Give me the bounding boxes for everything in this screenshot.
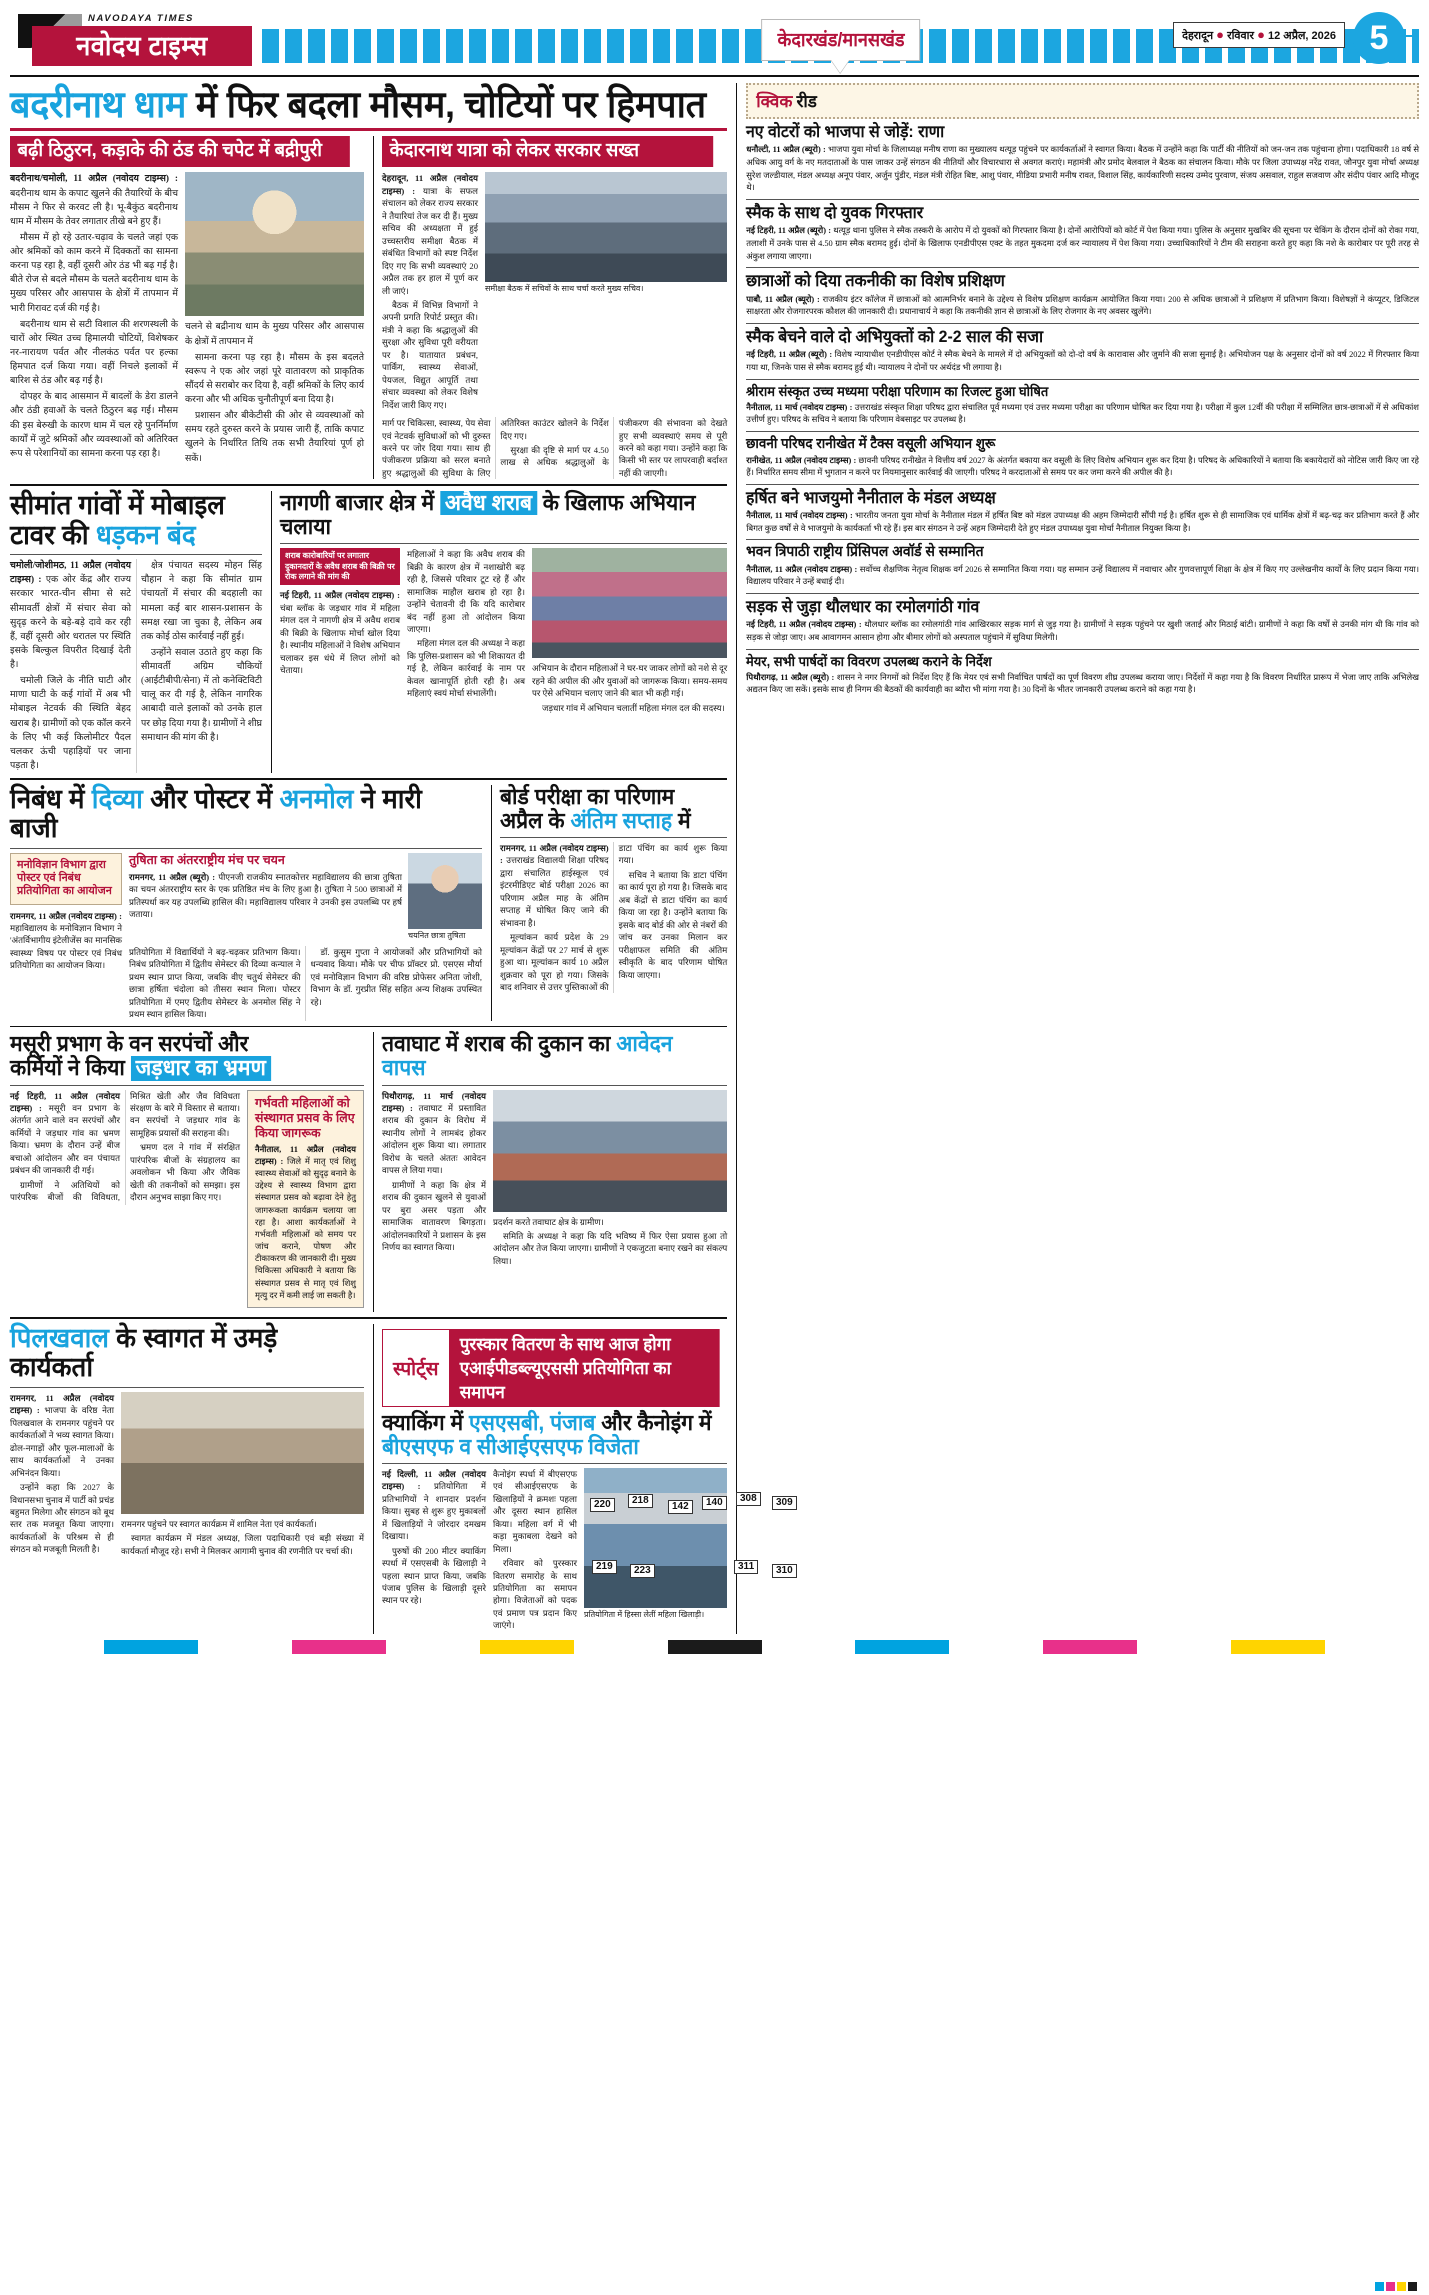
bib-number: 142 (668, 1500, 693, 1515)
story-mobile-tower-headline-1: सीमांत गांवों में मोबाइल (10, 489, 225, 520)
story-masuri-dateline: नई टिहरी, 11 अप्रैल (नवोदय टाइम्स) : (10, 1090, 120, 1114)
cmyk-swatch-yellow (1397, 2282, 1406, 2291)
story-pilkhwal-text-col1: रामनगर, 11 अप्रैल (नवोदय टाइम्स) : भाजपा के वरिष्ठ नेता पिलखवाल के रामनगर पहुंचने पर कार्यकर्ताओं ने भव्य स्वागत किया। ढोल-नगाड़ों और फूल-मालाओं के साथ कार्यकर्ताओं ने उनका अभिनंदन किया। उन्होंने कहा कि 2027 के विधानसभा चुनाव में पार्टी को प्रचंड बहुमत मिलेगा और संगठन को बूथ स्तर तक मजबूत किया जाएगा। कार्यकर्ताओं के परिश्रम से ही संगठन को मजबूती मिलती है। (10, 1392, 114, 1555)
sidebar-quick-read (736, 83, 1419, 1634)
bib-number: 308 (736, 1492, 761, 1507)
dateline-city: देहरादून (1182, 30, 1214, 42)
color-bar (480, 1640, 574, 1654)
color-bar (855, 1640, 949, 1654)
story-nibandh-text-flow: प्रतियोगिता में विद्यार्थियों ने बढ़-चढ़कर प्रतिभाग किया। निबंध प्रतियोगिता में द्वितीय सेमेस्टर की दिव्या कन्याल ने प्रथम स्थान प्राप्त किया, जबकि वीए चतुर्थ सेमेस्टर की छात्रा हर्षिता चंदोला को तीसरा स्थान मिला। पोस्टर प्रतियोगिता में एमए द्वितीय सेमेस्टर के अनमोल सिंह ने प्रथम स्थान हासिल किया। डॉ. कुसुम गुप्ता ने आयोजकों और प्रतिभागियों को धन्यवाद किया। मौके पर चीफ प्रॉक्टर प्रो. एसएस मौर्या एवं मनोविज्ञान विभाग की वरिष्ठ प्रोफेसर अनिता जोशी, विभाग के डॉ. गुरप्रीत सिंह सहित अन्य शिक्षक उपस्थित रहे। (129, 946, 482, 1020)
lead-headline-highlight: बदरीनाथ धाम (10, 84, 187, 125)
story-badrinath-text-col2: चलने से बद्रीनाथ धाम के मुख्य परिसर और आसपास के क्षेत्रों में तापमान में सामना करना पड़ रहा है। मौसम के इस बदलते स्वरूप ने एक ओर जहां पूरे वातावरण को प्राकृतिक सौंदर्य से सराबोर कर दिया है, वहीं श्रमिकों के लिए कार्य करना और भी अधिक चुनौतीपूर्ण बना दिया है। प्रशासन और बीकेटीसी की ओर से व्यवस्थाओं को समय रहते दुरुस्त करने के प्रयास जारी हैं, ताकि कपाट खुलने के निर्धारित तिथि तक सभी तैयारियां पूर्ण हो सकें। (185, 322, 364, 464)
story-masuri-headline-2: कर्मियों ने किया जड़धार का भ्रमण (10, 1056, 350, 1080)
story-mahila-box-text: नैनीताल, 11 अप्रैल (नवोदय टाइम्स) : जिले में मातृ एवं शिशु स्वास्थ्य सेवाओं को सुदृढ़ बनाने के उद्देश्य से स्वास्थ्य विभाग द्वारा संस्थागत प्रसव को बढ़ावा देने हेतु जागरूकता कार्यक्रम चलाया जा रहा है। आशा कार्यकर्ताओं ने गर्भवती महिलाओं को समय पर जांच कराने, पोषण और टीकाकरण की जानकारी दी। मुख्य चिकित्सा अधिकारी ने बताया कि संस्थागत प्रसव से मातृ एवं शिशु मृत्यु दर में कमी लाई जा सकती है। (255, 1144, 357, 1300)
cmyk-swatch-black (1408, 2282, 1417, 2291)
page-number-dot-icon (1413, 33, 1419, 39)
story-nibandh-rule (10, 848, 482, 849)
story-sports-headline: क्याकिंग में एसएसबी, पंजाब और कैनोइंग में बीएसएफ व सीआईएसएफ विजेता (382, 1409, 712, 1459)
story-tavaghat (373, 1032, 727, 1312)
color-bar (574, 1640, 668, 1654)
story-tavaghat-dateline: पिथौरागढ़, 11 मार्च (नवोदय टाइम्स) : (382, 1090, 486, 1114)
sidebar-item-body: नई टिहरी, 11 अप्रैल (ब्यूरो) : थत्यूड़ थाना पुलिस ने स्मैक तस्करी के आरोप में दो युवकों को गिरफ्तार किया है। दोनों आरोपियों को कोर्ट में पेश किया गया। पुलिस के अनुसार मुखबिर की सूचना पर चेकिंग के दौरान दोनों को रोका गया, तलाशी में उनके पास से 4.50 ग्राम स्मैक बरामद हुई। दोनों के खिलाफ एनडीपीएस एक्ट के तहत मुकदमा दर्ज कर न्यायालय में पेश किया गया। उच्चाधिकारियों ने टीम की सराहना करते हुए कहा कि नशे के कारोबार पर पूरी तरह से अंकुश लगाया जाएगा। (746, 226, 1419, 261)
sidebar-item-title[interactable]: मेयर, सभी पार्षदों का विवरण उपलब्ध कराने के निर्देश (746, 653, 992, 669)
sidebar-item-dateline: नई टिहरी, 11 अप्रैल (ब्यूरो) : (746, 226, 832, 236)
sidebar-divider (746, 323, 1419, 324)
story-mahila-box (247, 1090, 364, 1308)
story-tushita-dateline: रामनगर, 11 अप्रैल (ब्यूरो) : (129, 871, 216, 882)
masthead-logo[interactable] (10, 10, 262, 68)
sidebar-divider (746, 199, 1419, 200)
sports-band (382, 1329, 727, 1407)
bib-number: 218 (628, 1494, 653, 1509)
story-sharab-photo (532, 548, 727, 658)
section-rule-1 (10, 484, 727, 486)
story-sharab-text-col2: महिलाओं ने कहा कि अवैध शराब की बिक्री के कारण क्षेत्र में नशाखोरी बढ़ रही है, जिससे परिवार टूट रहे हैं और सामाजिक माहौल खराब हो रहा है। उन्होंने चेतावनी दी कि यदि कारोबार बंद नहीं हुआ तो आंदोलन किया जाएगा। महिला मंगल दल की अध्यक्ष ने कहा कि पुलिस-प्रशासन को भी शिकायत दी गई है, लेकिन कार्रवाई के नाम पर केवल खानापूर्ति होती रही है। अब महिलाएं स्वयं मोर्चा संभालेंगी। (407, 549, 525, 699)
story-badrinath (10, 136, 364, 479)
story-sharab-dateline: नई टिहरी, 11 अप्रैल (नवोदय टाइम्स) : (280, 590, 400, 601)
logo-english-name: NAVODAYA TIMES (88, 13, 194, 24)
quick-read-header (746, 83, 1419, 119)
section-rule-4 (10, 1317, 727, 1319)
story-sports-caption: प्रतियोगिता में हिस्सा लेतीं महिला खिलाड़ी। (584, 1609, 705, 1619)
color-bar (1325, 1640, 1419, 1654)
story-kedarnath-text-col1: देहरादून, 11 अप्रैल (नवोदय टाइम्स) : यात्रा के सफल संचालन को लेकर राज्य सरकार ने तैयारियां तेज कर दी हैं। मुख्य सचिव की अध्यक्षता में हुई उच्चस्तरीय समीक्षा बैठक में संबंधित विभागों को स्पष्ट निर्देश दिए गए कि सभी व्यवस्थाएं 20 अप्रैल तक हर हाल में पूर्ण कर ली जाएं। बैठक में विभिन्न विभागों ने अपनी प्रगति रिपोर्ट प्रस्तुत की। मंत्री ने कहा कि श्रद्धालुओं की सुरक्षा और सुविधा पूरी वरीयता पर है। यातायात प्रबंधन, पार्किंग, स्वास्थ्य सेवाओं, पेयजल, विद्युत आपूर्ति तथा संचार व्यवस्था को लेकर विशेष निर्देश जारी किए गए। (382, 173, 478, 410)
color-bar (949, 1640, 1043, 1654)
story-tavaghat-headline: तवाघाट में शराब की दुकान का आवेदन वापस (382, 1031, 673, 1081)
story-pilkhwal-dateline: रामनगर, 11 अप्रैल (नवोदय टाइम्स) : (10, 1392, 114, 1416)
sidebar-item-body: नई टिहरी, 11 अप्रैल (नवोदय टाइम्स) : थौलधार ब्लॉक का रमोलगांठी गांव आखिरकार सड़क मार्ग से जुड़ गया है। ग्रामीणों ने सड़क पहुंचने पर खुशी जताई और मिठाई बांटी। ग्रामीणों ने कहा कि वर्षों से उनकी मांग थी कि गांव को सड़क से जोड़ा जाए। अब आवागमन आसान होगा और बीमार लोगों को अस्पताल पहुंचाने में सुविधा मिलेगी। (746, 620, 1419, 643)
color-bar (1231, 1640, 1325, 1654)
color-bar (1137, 1640, 1231, 1654)
sidebar-item-body: धनौल्टी, 11 अप्रैल (ब्यूरो) : भाजपा युवा मोर्चा के जिलाध्यक्ष मनीष राणा का मुख्यालय थत्यूड़ पहुंचने पर कार्यकर्ताओं ने स्वागत किया। बैठक में उन्होंने कहा कि पार्टी की नीतियों को जन-जन तक पहुंचाना होगा। पदाधिकारी 18 वर्ष से अधिक आयु वर्ग के नए मतदाताओं के पास जाकर उन्हें संगठन की नीतियों और विचारधारा से अवगत कराएं। महामंत्री और प्रमोद बेलवाल ने बैठक का संचालन किया। मौके पर जिला उपाध्यक्ष नरेंद्र रावत, जौनपुर युवा मोर्चा अध्यक्ष सुरेश जल्डीयाल, मंडल अध्यक्ष अनूप पंवार, अर्जुन पुंडीर, मंडल मंत्री रोहित बिष्ट, आशु पंवार, मीडिया प्रभारी मनीष रावत, विशाल सिंह, कार्यकारिणी सदस्य उम्मेद पुरवाण, संजय असवाल, राहुल सजवाण और संदीप पंवार आदि मौजूद थे। (746, 145, 1420, 193)
story-kedarnath-dateline: देहरादून, 11 अप्रैल (नवोदय टाइम्स) : (382, 173, 478, 196)
story-nibandh-text-col1: रामनगर, 11 अप्रैल (नवोदय टाइम्स) : महाविद्यालय के मनोविज्ञान विभाग ने 'अंतर्विभागीय इंटेलीजेंस का मानसिक स्वास्थ्य' विषय पर पोस्टर एवं निबंध प्रतियोगिता का आयोजन किया। (10, 910, 122, 971)
sidebar-divider (746, 379, 1419, 380)
edition-tag (761, 19, 921, 61)
color-bar (1043, 1640, 1137, 1654)
story-pilkhwal-highlight: पिलखवाल (10, 1322, 109, 1353)
sports-band-text: पुरस्कार वितरण के साथ आज होगा एआईपीडब्ल्यूएससी प्रतियोगिता का समापन (450, 1329, 719, 1407)
story-pilkhwal-rule (10, 1387, 364, 1388)
sidebar-item-title[interactable]: हर्षित बने भाजयुमो नैनीताल के मंडल अध्यक्ष (746, 488, 996, 507)
story-pilkhwal-text-col2: रामनगर पहुंचने पर स्वागत कार्यक्रम में शामिल नेता एवं कार्यकर्ता। स्वागत कार्यक्रम में मंडल अध्यक्ष, जिला पदाधिकारी एवं बड़ी संख्या में कार्यकर्ता मौजूद रहे। सभी ने मिलकर आगामी चुनाव की रणनीति पर चर्चा की। (121, 1518, 364, 1556)
dateline-date: 12 अप्रैल, 2026 (1268, 30, 1336, 42)
sidebar-item-dateline: नई टिहरी, 11 अप्रैल (नवोदय टाइम्स) : (746, 620, 862, 630)
sidebar-divider (746, 484, 1419, 485)
story-sports-text-col2: कैनोइंग स्पर्धा में बीएसएफ एवं सीआईएसएफ के खिलाड़ियों ने क्रमशः पहला और दूसरा स्थान हासिल किया। महिला वर्ग में भी कड़ा मुकाबला देखने को मिला। रविवार को पुरस्कार वितरण समारोह के साथ प्रतियोगिता का समापन होगा। विजेताओं को पदक एवं प्रमाण पत्र प्रदान किए जाएंगे। (493, 1468, 577, 1631)
story-masuri-highlight: जड़धार का भ्रमण (131, 1056, 271, 1080)
story-board-exam-highlight: अंतिम सप्ताह (570, 807, 673, 833)
story-kedarnath-caption: समीक्षा बैठक में सचिवों के साथ चर्चा करते मुख्य सचिव। (485, 284, 644, 294)
story-tushita-photo (408, 853, 482, 929)
sidebar-item-dateline: नैनीताल, 11 मार्च (नवोदय टाइम्स) : (746, 402, 853, 412)
story-pilkhwal (10, 1324, 364, 1634)
bib-number: 219 (592, 1560, 617, 1575)
story-tavaghat-rule (382, 1085, 727, 1086)
bib-number: 309 (772, 1496, 797, 1511)
lead-headline-rest: में फिर बदला मौसम, चोटियों पर हिमपात (195, 84, 706, 125)
story-tavaghat-highlight: आवेदन वापस (382, 1031, 673, 1081)
color-bar (386, 1640, 480, 1654)
story-pilkhwal-photo (121, 1392, 364, 1514)
quick-read-label: रीड (796, 92, 817, 111)
sidebar-item-title[interactable]: सड़क से जुड़ा थौलधार का रमोलगांठी गांव (746, 597, 980, 616)
story-masuri-headline-1: मसूरी प्रभाग के वन सरपंचों और (10, 1031, 249, 1057)
story-tushita-headline: तुषिता का अंतरराष्ट्रीय मंच पर चयन (129, 852, 285, 867)
story-mobile-tower-rule (10, 554, 262, 555)
edition-tag-label: केदारखंड/मानसखंड (776, 30, 905, 51)
story-masuri-rule (10, 1085, 364, 1086)
page-body (10, 83, 1419, 1634)
page-number-badge: 5 (1353, 12, 1405, 64)
story-nibandh-sidebar-title: मनोविज्ञान विभाग द्वारा पोस्टर एवं निबंध प्रतियोगिता का आयोजन (17, 858, 112, 898)
sidebar-item-dateline: नैनीताल, 11 मार्च (नवोदय टाइम्स) : (746, 511, 853, 521)
sidebar-item-body: नैनीताल, 11 मार्च (नवोदय टाइम्स) : उत्तराखंड संस्कृत शिक्षा परिषद द्वारा संचालित पूर्व मध्यमा एवं उत्तर मध्यमा परीक्षा का परिणाम घोषित कर दिया गया है। परीक्षा में कुल 12वीं की परीक्षा में सम्मिलित छात्र-छात्राओं में से अधिकांश उत्तीर्ण हुए। परिषद के सचिव ने बताया कि परिणाम वेबसाइट पर उपलब्ध है। (746, 402, 1419, 425)
sidebar-item-title[interactable]: छावनी परिषद रानीखेत में टैक्स वसूली अभियान शुरू (746, 434, 996, 451)
story-nibandh-dateline: रामनगर, 11 अप्रैल (नवोदय टाइम्स) : (10, 910, 122, 921)
story-mobile-tower-text: चमोली/जोशीमठ, 11 अप्रैल (नवोदय टाइम्स) : एक ओर केंद्र और राज्य सरकार भारत-चीन सीमा से सटे सीमावर्ती क्षेत्रों में संचार सेवा को सुदृढ़ करने के बड़े-बड़े दावे कर रही हैं, वहीं दूसरी ओर धरातल पर स्थिति इसके बिल्कुल विपरीत दिखाई देती है। चमोली जिले के नीति घाटी और माणा घाटी के कई गांवों में अब भी मोबाइल नेटवर्क की स्थिति बेहद खराब है। ग्रामीणों को एक कॉल करने के लिए भी कई किलोमीटर पैदल चलकर ऊंची पहाड़ियों पर जाना पड़ता है। क्षेत्र पंचायत सदस्य मोहन सिंह चौहान ने कहा कि सीमांत ग्राम पंचायतों में संचार की बदहाली का मामला कई बार शासन-प्रशासन के समक्ष रखा जा चुका है, लेकिन अब तक कोई ठोस कार्रवाई नहीं हुई। उन्होंने सवाल उठाते हुए कहा कि सीमावर्ती अग्रिम चौकियों (आईटीबीपी/सेना) में तो कनेक्टिविटी चालू कर दी गई है, लेकिन नागरिक आबादी वाले इलाकों को उनके हाल पर छोड़ दिया गया है। ग्रामीणों ने शीघ्र समाधान की मांग की है। (10, 561, 262, 771)
masthead-rule (10, 75, 1419, 77)
story-sharab-headline: नागणी बाजार क्षेत्र में अवैध शराब के खिलाफ अभियान चलाया (280, 489, 696, 540)
sidebar-item-dateline: नई टिहरी, 11 अप्रैल (ब्यूरो) : (746, 350, 833, 360)
story-sharab-rule (280, 543, 727, 544)
color-bar (104, 1640, 198, 1654)
story-tavaghat-text-col1: पिथौरागढ़, 11 मार्च (नवोदय टाइम्स) : तवाघाट में प्रस्तावित शराब की दुकान के विरोध में स्थानीय लोगों ने लामबंद होकर आंदोलन शुरू किया था। लगातार विरोध के चलते अंततः आवेदन वापस ले लिया गया। ग्रामीणों ने कहा कि क्षेत्र में शराब की दुकान खुलने से युवाओं पर बुरा असर पड़ता और सामाजिक वातावरण बिगड़ता। आंदोलनकारियों ने प्रशासन के इस निर्णय का स्वागत किया। (382, 1090, 486, 1253)
color-bar (668, 1640, 762, 1654)
story-nibandh-highlight-2: अनमोल (279, 783, 354, 814)
quick-read-label-highlight: क्विक (756, 92, 793, 111)
story-nibandh-headline: निबंध में दिव्या और पोस्टर में अनमोल ने मारी बाजी (10, 783, 422, 844)
sidebar-item-body: रानीखेत, 11 अप्रैल (नवोदय टाइम्स) : छावनी परिषद रानीखेत ने वित्तीय वर्ष 2027 के अंतर्गत बकाया कर वसूली के लिए विशेष अभियान शुरू कर दिया है। परिषद के अधिकारियों ने बताया कि बकायेदारों को नोटिस जारी किए जा रहे हैं। निर्धारित समय सीमा में भुगतान न करने पर नियमानुसार कार्रवाई की जाएगी। परिषद ने करदाताओं से समय पर कर जमा करने की अपील की है। (746, 455, 1420, 478)
story-mahila-box-dateline: नैनीताल, 11 अप्रैल (नवोदय टाइम्स) : (255, 1144, 356, 1166)
sidebar-item-title[interactable]: नए वोटरों को भाजपा से जोड़ें: राणा (746, 123, 945, 141)
story-kedarnath-photo (485, 172, 727, 282)
sidebar-item-title[interactable]: स्मैक बेचने वाले दो अभियुक्तों को 2-2 साल की सजा (746, 327, 1044, 346)
story-mahila-box-title: गर्भवती महिलाओं को संस्थागत प्रसव के लिए किया जागरूक (255, 1095, 355, 1140)
sidebar-item-body: नई टिहरी, 11 अप्रैल (ब्यूरो) : विशेष न्यायाधीश एनडीपीएस कोर्ट ने स्मैक बेचने के मामले में दो अभियुक्तों को दो-दो वर्ष के कारावास और जुर्माने की सजा सुनाई है। अभियोजन पक्ष के अनुसार दोनों को वर्ष 2022 में गिरफ्तार किया गया था, जिनके पास से स्मैक बरामद हुई थी। न्यायालय ने दोनों पर अर्थदंड भी लगाया है। (746, 350, 1419, 372)
sidebar-divider (746, 267, 1419, 268)
story-badrinath-dateline: बदरीनाथ/चमोली, 11 अप्रैल (नवोदय टाइम्स) : (10, 174, 178, 185)
story-tushita-text: रामनगर, 11 अप्रैल (ब्यूरो) : पीएनजी राजकीय स्नातकोत्तर महाविद्यालय की छात्रा तुषिता का चयन अंतरराष्ट्रीय स्तर के एक प्रतिष्ठित मंच के लिए हुआ है। तुषिता ने 500 छात्राओं में प्रतिस्पर्धा कर यह उपलब्धि हासिल की। महाविद्यालय परिवार ने उनकी इस उपलब्धि पर हर्ष जताया। (129, 871, 402, 920)
story-masuri-text: नई टिहरी, 11 अप्रैल (नवोदय टाइम्स) : मसूरी वन प्रभाग के अंतर्गत आने वाले वन सरपंचों और कर्मियों ने जड़धार गांव का भ्रमण किया। भ्रमण के दौरान उन्हें बीज बचाओ आंदोलन और वन पंचायत प्रबंधन की जानकारी दी गई। ग्रामीणों ने अतिथियों को पारंपरिक बीजों की विविधता, मिश्रित खेती और जैव विविधता संरक्षण के बारे में विस्तार से बताया। वन सरपंचों ने जड़धार गांव के सामूहिक प्रयासों की सराहना की। भ्रमण दल ने गांव में संरक्षित पारंपरिक बीजों के संग्रहालय का अवलोकन भी किया और जैविक खेती की तकनीकों को समझा। इस दौरान अनुभव साझा किए गए। (10, 1090, 240, 1203)
sidebar-item-body: पिथौरागढ़, 11 अप्रैल (ब्यूरो) : शासन ने नगर निगमों को निर्देश दिए हैं कि मेयर एवं सभी निर्वाचित पार्षदों का पूर्ण विवरण शीघ्र उपलब्ध कराया जाए। निर्देशों में कहा गया है कि विवरण निर्धारित प्रारूप में भेजा जाए ताकि अभिलेख अद्यतन किए जा सकें। इसके साथ ही निगम की बैठकों की कार्यवाही का ब्यौरा भी मांगा गया है। 30 दिनों के भीतर जानकारी उपलब्ध कराने को कहा गया है। (746, 672, 1419, 695)
story-sharab-text-col1: नई टिहरी, 11 अप्रैल (नवोदय टाइम्स) : चंबा ब्लॉक के जड़धार गांव में महिला मंगल दल ने नागणी क्षेत्र में अवैध शराब की बिक्री के खिलाफ मोर्चा खोल दिया है। स्थानीय महिलाओं ने विशेष अभियान चलाकर इस धंधे में लिप्त लोगों को चेताया। (280, 590, 400, 676)
color-bar (292, 1640, 386, 1654)
color-bar (762, 1640, 856, 1654)
section-rule-2 (10, 778, 727, 780)
story-badrinath-headline: बढ़ी ठिठुरन, कड़ाके की ठंड की चपेट में बद्रीपुरी (10, 136, 350, 167)
bib-number: 220 (590, 1498, 615, 1513)
bib-number: 223 (630, 1564, 655, 1579)
story-board-exam-text: रामनगर, 11 अप्रैल (नवोदय टाइम्स) : उत्तराखंड विद्यालयी शिक्षा परिषद द्वारा संचालित हाईस्कूल एवं इंटरमीडिएट बोर्ड परीक्षा 2026 का परिणाम अप्रैल माह के अंतिम सप्ताह में घोषित किए जाने की संभावना है। मूल्यांकन कार्य प्रदेश के 29 मूल्यांकन केंद्रों पर 27 मार्च से शुरू हुआ था। मूल्यांकन कार्य 10 अप्रैल शुक्रवार को पूरा हो गया। जिसके बाद शनिवार से उत्तर पुस्तिकाओं की डाटा पंचिंग का कार्य शुरू किया गया। सचिव ने बताया कि डाटा पंचिंग का कार्य पूरा हो गया है। जिसके बाद अब केंद्रों से डाटा पंचिंग का कार्य किया जा रहा है। उन्होंने बताया कि इसके बाद बोर्ड की ओर से नंबरों की जांच कर उनका मिलान कर परीक्षाफल समिति की अंतिम स्वीकृति के बाद परिणाम घोषित किया जाएगा। (500, 842, 728, 992)
story-mobile-tower (10, 491, 262, 773)
story-board-exam-headline-1: बोर्ड परीक्षा का परिणाम (500, 783, 675, 809)
story-mobile-tower-headline-2: टावर की धड़कन बंद (10, 519, 196, 550)
bib-number: 311 (734, 1560, 758, 1575)
sidebar-divider (746, 593, 1419, 594)
bullet-icon: ● (1216, 27, 1225, 42)
story-sharab-headline-highlight: अवैध शराब (440, 491, 537, 515)
sidebar-item-dateline: पाबौ, 11 अप्रैल (ब्यूरो) : (746, 294, 820, 304)
story-sports-photo (584, 1468, 793, 1608)
sidebar-item-body: नैनीताल, 11 मार्च (नवोदय टाइम्स) : भारतीय जनता युवा मोर्चा के नैनीताल मंडल में हर्षित बिष्ट को मंडल उपाध्यक्ष की अहम जिम्मेदारी सौंपी गई है। हर्षित शुरू से ही सामाजिक एवं धार्मिक क्षेत्रों में बढ़-चढ़ कर प्रतिभाग करते हैं और बिगत कुछ वर्षों से वे भाजयुमो के कार्यकर्ता भी रहे हैं। इस बार संगठन ने उन्हें अहम जिम्मेदारी देते हुए मंडल उपाध्यक्ष युवा मोर्चा नैनीताल नियुक्त किया है। (746, 511, 1420, 533)
sidebar-item-dateline: नैनीताल, 11 अप्रैल (नवोदय टाइम्स) : (746, 564, 858, 574)
logo-hindi-name: नवोदय टाइम्स (76, 30, 208, 61)
sports-section (373, 1324, 793, 1634)
bullet-icon: ● (1257, 27, 1265, 42)
story-sports-highlight-1: एसएसबी, पंजाब (468, 1409, 596, 1435)
bib-number: 140 (702, 1496, 727, 1511)
section-rule-3 (10, 1026, 727, 1028)
cmyk-registration-marks (1375, 2282, 1417, 2291)
sidebar-item-dateline: रानीखेत, 11 अप्रैल (नवोदय टाइम्स) : (746, 455, 857, 465)
story-nibandh (10, 785, 482, 1021)
lead-headline (10, 85, 706, 124)
story-board-exam-rule (500, 837, 727, 838)
sidebar-item-dateline: धनौल्टी, 11 अप्रैल (ब्यूरो) : (746, 145, 826, 155)
story-tushita-caption: चयनित छात्रा तुषिता (408, 930, 466, 940)
story-tavaghat-text-col2: प्रदर्शन करते तवाघाट क्षेत्र के ग्रामीण। समिति के अध्यक्ष ने कहा कि यदि भविष्य में फिर ऐसा प्रयास हुआ तो आंदोलन और तेज किया जाएगा। ग्रामीणों ने एकजुटता बनाए रखने का संकल्प लिया। (493, 1216, 728, 1266)
sidebar-divider (746, 431, 1419, 432)
sports-bib-overlay (584, 1468, 793, 1608)
sidebar-item-body: नैनीताल, 11 अप्रैल (नवोदय टाइम्स) : सर्वोच्च शैक्षणिक नेतृत्व शिक्षक वर्ग 2026 से सम्मानित किया गया। यह सम्मान उन्हें विद्यालय में नवाचार और गुणवत्तापूर्ण शिक्षा के क्षेत्र में किए गए उल्लेखनीय कार्यों के लिए प्रदान किया गया। विद्यालय परिवार ने उन्हें बधाई दी। (746, 564, 1420, 587)
story-board-exam-dateline: रामनगर, 11 अप्रैल (नवोदय टाइम्स) : (500, 842, 609, 866)
color-bar (198, 1640, 292, 1654)
story-mobile-tower-headline-highlight: धड़कन बंद (95, 519, 196, 550)
story-board-exam-headline-2: अप्रैल के अंतिम सप्ताह में (500, 807, 691, 833)
lead-rule (10, 128, 727, 131)
sidebar-item-body: पाबौ, 11 अप्रैल (ब्यूरो) : राजकीय इंटर कॉलेज में छात्राओं को आत्मनिर्भर बनाने के उद्देश्य से विशेष प्रशिक्षण कार्यक्रम आयोजित किया गया। 200 से अधिक छात्राओं ने प्रशिक्षण में प्रतिभाग किया। विशेषज्ञों ने कंप्यूटर, डिजिटल साक्षरता और रोजगारपरक कौशल की जानकारी दी। प्रधानाचार्य ने कहा कि तकनीकी ज्ञान से छात्राओं के लिए रोजगार के नए अवसर खुलेंगे। (746, 294, 1419, 317)
story-sharab-kicker: शराब कारोबारियों पर लगातार दुकानदारों के अवैध शराब की बिक्री पर रोक लगाने की मांग की (280, 548, 400, 585)
story-nibandh-highlight-1: दिव्या (91, 783, 143, 814)
story-badrinath-text-col1: बदरीनाथ/चमोली, 11 अप्रैल (नवोदय टाइम्स) : बदरीनाथ धाम के कपाट खुलने की तैयारियों के बीच मौसम ने फिर से करवट ली है। भू-बैकुंठ बदरीनाथ धाम में मौसम के तेवर लगातार तीखे बने हुए हैं। मौसम में हो रहे उतार-चढ़ाव के चलते जहां एक ओर श्रमिकों को काम करने में दिक्कतों का सामना करना पड़ रहा है, वहीं दूसरी ओर ठंड भी बढ़ गई है। बीते रोज से बदले मौसम के चलते बदरीनाथ धाम के मुख्य परिसर और आसपास के क्षेत्रों में तापमान में भारी गिरावट दर्ज की गई है। बदरीनाथ धाम से सटी विशाल की शरणस्थली के चारों ओर स्थित उच्च हिमालयी चोटियों, विशेषकर नर-नारायण पर्वत और नीलकंठ पर्वत पर हल्का हिमपात दर्ज किया गया। वहीं निचले इलाकों में बारिश से ठंड और बढ़ गई है। दोपहर के बाद आसमान में बादलों के डेरा डालने और ठंडी हवाओं के चलते ठिठुरन बढ़ गई। मौसम की इस बेरुखी के कारण धाम में चल रहे पुनर्निर्माण कार्यों में जुटे श्रमिकों और व्यवस्थाओं को अतिरिक्त रूप से परेशानियों का सामना करना पड़ रहा है। (10, 174, 178, 459)
sidebar-item-title[interactable]: छात्राओं को दिया तकनीकी का विशेष प्रशिक्षण (746, 272, 1006, 291)
story-sports-text-col1: नई दिल्ली, 11 अप्रैल (नवोदय टाइम्स) : प्रतियोगिता में प्रतिभागियों ने शानदार प्रदर्शन किया। सुबह से शुरू हुए मुकाबलों में खिलाड़ियों ने जोरदार दमखम दिखाया। पुरुषों की 200 मीटर क्याकिंग स्पर्धा में एसएसबी के खिलाड़ी ने पहला स्थान प्राप्त किया, जबकि पंजाब पुलिस के खिलाड़ी दूसरे स्थान पर रहे। (382, 1468, 486, 1606)
story-kedarnath-text-flow: मार्ग पर चिकित्सा, स्वास्थ्य, पेय सेवा एवं नेटवर्क सुविधाओं को भी दुरुस्त करने पर जोर दिया गया। साथ ही पंजीकरण प्रक्रिया को सरल बनाते हुए श्रद्धालुओं की सुविधा के लिए अतिरिक्त काउंटर खोलने के निर्देश दिए गए। सुरक्षा की दृष्टि से मार्ग पर 4.50 लाख से अधिक श्रद्धालुओं के पंजीकरण की संभावना को देखते हुए सभी व्यवस्थाएं समय से पूरी करने को कहा गया। उन्होंने कहा कि किसी भी स्तर पर लापरवाही बर्दाश्त नहीं की जाएगी। (382, 418, 728, 478)
sidebar-item-title[interactable]: श्रीराम संस्कृत उच्च मध्यमा परीक्षा परिणाम का रिजल्ट हुआ घोषित (746, 383, 1049, 399)
story-board-exam (491, 785, 727, 1021)
sports-tag: स्पोर्ट्स (382, 1329, 450, 1407)
sidebar-item-dateline: पिथौरागढ़, 11 अप्रैल (ब्यूरो) : (746, 672, 835, 682)
dateline-box (1173, 22, 1345, 48)
color-bar (10, 1640, 104, 1654)
sidebar-item-title[interactable]: स्मैक के साथ दो युवक गिरफ्तार (746, 203, 924, 222)
story-sports-rule (382, 1463, 727, 1464)
story-avaidh-sharab (271, 491, 727, 773)
dateline-day: रविवार (1227, 30, 1255, 42)
story-kedarnath-headline: केदारनाथ यात्रा को लेकर सरकार सख्त (382, 136, 713, 167)
cmyk-swatch-cyan (1375, 2282, 1384, 2291)
story-badrinath-photo (185, 172, 364, 316)
story-tavaghat-photo (493, 1090, 727, 1212)
story-kedarnath (373, 136, 727, 479)
sidebar-item-title[interactable]: भवन त्रिपाठी राष्ट्रीय प्रिंसिपल अवॉर्ड से सम्मानित (746, 544, 984, 561)
bib-number: 310 (772, 1564, 797, 1579)
sidebar-divider (746, 649, 1419, 650)
story-mobile-tower-dateline: चमोली/जोशीमठ, 11 अप्रैल (नवोदय टाइम्स) : (10, 561, 131, 586)
story-masuri (10, 1032, 364, 1312)
footer-color-bars (10, 1640, 1419, 1654)
story-sports-highlight-2: बीएसएफ व सीआईएसएफ विजेता (382, 1433, 639, 1459)
logo-plate (32, 26, 252, 66)
story-sports-dateline: नई दिल्ली, 11 अप्रैल (नवोदय टाइम्स) : (382, 1468, 486, 1492)
masthead (10, 8, 1419, 70)
story-sharab-text-col3: अभियान के दौरान महिलाओं ने घर-घर जाकर लोगों को नशे से दूर रहने की अपील की और युवाओं को जागरूक किया। समय-समय पर ऐसे अभियान चलाए जाने की बात भी कही गई। जड़धार गांव में अभियान चलातीं महिला मंगल दल की सदस्य। (532, 663, 728, 713)
cmyk-swatch-magenta (1386, 2282, 1395, 2291)
sidebar-divider (746, 539, 1419, 540)
story-pilkhwal-headline: पिलखवाल के स्वागत में उमड़े कार्यकर्ता (10, 1322, 278, 1383)
